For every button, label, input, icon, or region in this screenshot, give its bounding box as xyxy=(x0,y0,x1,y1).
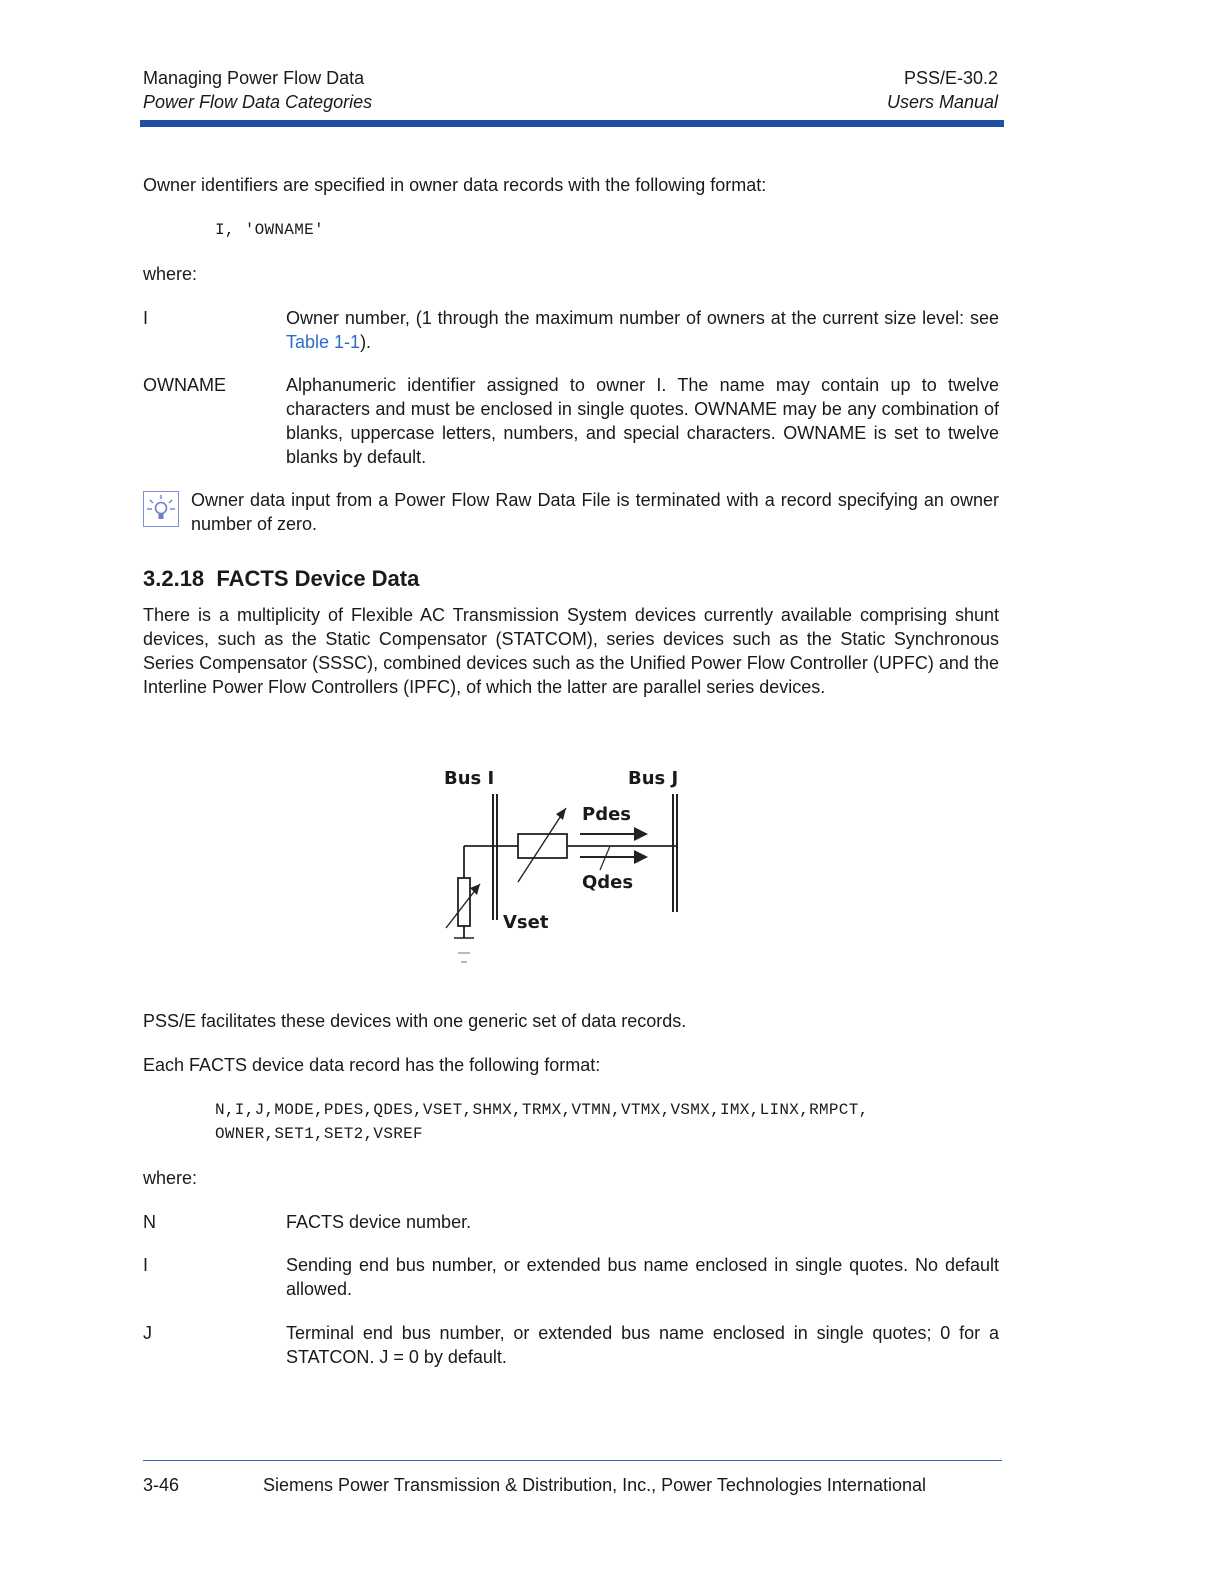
owner-where: where: xyxy=(143,264,198,284)
owner-intro: Owner identifiers are specified in owner data records with the following format: xyxy=(143,175,767,195)
header-right-title: PSS/E-30.2 xyxy=(903,68,998,88)
bus-i-label: Bus I xyxy=(444,768,495,789)
pdes-label: Pdes xyxy=(582,804,631,825)
facts-format-line1: N,I,J,MODE,PDES,QDES,VSET,SHMX,TRMX,VTMN,VTMX,VSMX,IMX,LINX,RMPCT, xyxy=(215,1101,869,1119)
footer-rule xyxy=(143,1460,1002,1461)
header-left-subtitle: Power Flow Data Categories xyxy=(143,92,373,112)
lightbulb-note-icon xyxy=(143,491,179,527)
def-term-i: I xyxy=(143,1255,149,1275)
owner-note: Owner data input from a Power Flow Raw Data File is terminated with a record specifying an owner number of zero. xyxy=(191,490,999,534)
vset-label: Vset xyxy=(503,912,549,933)
def-text-owner-i-part1: Owner number, (1 through the maximum number of owners at the current size level: see xyxy=(286,308,999,328)
header-right-subtitle: Users Manual xyxy=(886,92,998,112)
def-text-n: FACTS device number. xyxy=(286,1212,472,1232)
def-term-n: N xyxy=(143,1212,156,1232)
def-text-i: Sending end bus number, or extended bus name enclosed in single quotes. No default allowed. xyxy=(286,1255,999,1299)
section-heading: 3.2.18 FACTS Device Data xyxy=(143,566,420,591)
page-number: 3-46 xyxy=(143,1475,180,1495)
bus-j-label: Bus J xyxy=(628,768,679,789)
footer-company: Siemens Power Transmission & Distribution, Inc., Power Technologies International xyxy=(263,1475,926,1495)
facts-format-line2: OWNER,SET1,SET2,VSREF xyxy=(215,1125,423,1143)
facts-where: where: xyxy=(143,1168,198,1188)
table-1-1-link[interactable]: Table 1-1 xyxy=(286,332,361,352)
facts-p1: PSS/E facilitates these devices with one generic set of data records. xyxy=(143,1011,687,1031)
def-text-owner-i xyxy=(286,306,999,354)
def-text-j: Terminal end bus number, or extended bus name enclosed in single quotes; 0 for a STATCON. J = 0 by default. xyxy=(286,1323,999,1367)
facts-diagram xyxy=(430,760,710,980)
header-left-title: Managing Power Flow Data xyxy=(143,68,365,88)
facts-p2: Each FACTS device data record has the following format: xyxy=(143,1055,601,1075)
owner-format: I, 'OWNAME' xyxy=(215,221,324,239)
header-rule xyxy=(140,120,1004,127)
def-term-ownname: OWNAME xyxy=(143,375,226,395)
qdes-label: Qdes xyxy=(582,872,634,893)
facts-intro: There is a multiplicity of Flexible AC Transmission System devices currently available comprising shunt devices, such as the Static Compensator (STATCOM), series devices such as the Static Synchronous Series Compensator (SSSC), combined devices such as the Unified Power Flow Controller (UPFC) and the Interline Power Flow Controllers (IPFC), of which the latter are parallel series devices. xyxy=(143,605,999,697)
def-term-j: J xyxy=(143,1323,152,1343)
def-text-ownname: Alphanumeric identifier assigned to owner I. The name may contain up to twelve characters and must be enclosed in single quotes. OWNAME may be any combination of blanks, uppercase letters, numbers, and special characters. OWNAME is set to twelve blanks by default. xyxy=(286,375,999,467)
def-text-owner-i-part2: ). xyxy=(360,332,372,352)
def-term-owner-i: I xyxy=(143,308,149,328)
